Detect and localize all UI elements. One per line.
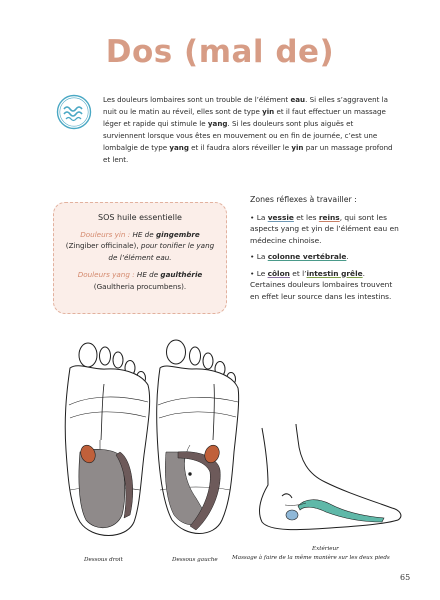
zone-bladder-kidneys: • La vessie et les reins, qui sont les aspects yang et yin de l’élément eau en médecine chinoise. [250, 212, 399, 245]
zone-colon-intestine: • Le côlon et l’intestin grêle. Certaines douleurs lombaires trouvent en effet leur source dans les intestins. [250, 268, 393, 301]
zone-spine: • La colonne vertébrale. [250, 252, 349, 261]
sos-title: SOS huile essentielle [98, 213, 182, 222]
sos-yin-entry: Douleurs yin : HE de gingembre (Zingiber officinale), pour tonifier le yang de l’élément eau. [65, 229, 215, 262]
sos-yang-entry: Douleurs yang : HE de gaulthérie (Gaultheria procumbens). [77, 270, 203, 291]
caption-left-sole: Dessous gauche [172, 557, 218, 563]
zones-title: Zones réflexes à travailler : [250, 195, 357, 204]
caption-exterior: Extérieur [312, 546, 339, 552]
page-number: 65 [400, 573, 411, 582]
foot-side-zones [285, 500, 384, 522]
caption-massage-note: Massage à faire de la même manière sur les deux pieds [232, 555, 390, 561]
caption-right-sole: Dessous droit [84, 557, 123, 563]
page-title: Dos (mal de) [105, 34, 335, 70]
intro-paragraph: Les douleurs lombaires sont un trouble de l’élément eau. Si elles s’aggravent la nuit ou le matin au réveil, elles sont de type yin et il faut effectuer un massage léger et rapide qui stimule le yang. Si les douleurs sont plus aiguës et surviennent lorsque vous êtes en mouvement ou en fin de journée, c’est une lombalgie de type yang et il faudra alors réveiller le yin par un massage profond et lent. [103, 95, 393, 164]
